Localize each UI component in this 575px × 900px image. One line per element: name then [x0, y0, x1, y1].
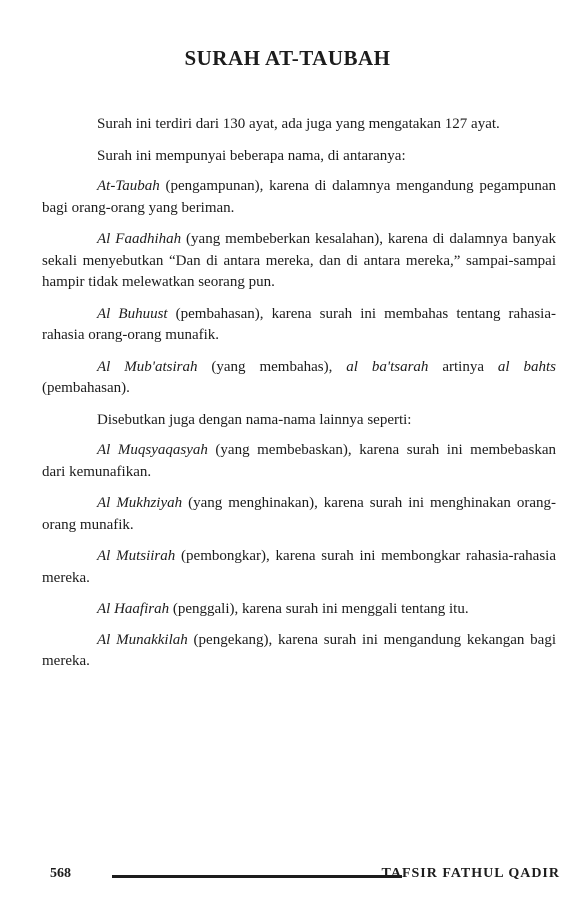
- paragraph-text: (pembahasan), karena surah ini membahas tentang rahasia-rahasia orang-orang munafik.: [42, 305, 557, 343]
- paragraph-text: (penggali), karena surah ini menggali tentang itu.: [169, 601, 469, 617]
- paragraph-text: (pengampunan), karena di dalamnya mengandung pegampunan bagi orang-orang yang beriman.: [42, 178, 556, 216]
- paragraph-text: artinya: [428, 358, 498, 375]
- name-term: Al Muqsyaqasyah: [97, 442, 208, 458]
- paragraph-text: Surah ini terdiri dari 130 ayat, ada juga yang mengatakan 127 ayat.: [97, 116, 500, 132]
- paragraph-text: (yang menghinakan), karena surah ini menghinakan orang-orang munafik.: [42, 495, 556, 533]
- paragraph-3: [42, 176, 556, 219]
- paragraph-text: (pembahasan).: [42, 380, 130, 396]
- name-term: Al Buhuust: [97, 305, 168, 322]
- name-term: al bahts: [497, 358, 556, 375]
- paragraph-5: [42, 304, 556, 347]
- name-term: Al Mutsiirah: [97, 548, 176, 564]
- paragraph-text: Disebutkan juga dengan nama-nama lainnya seperti:: [97, 411, 412, 428]
- paragraph-text: Surah ini mempunyai beberapa nama, di antaranya:: [97, 147, 406, 164]
- paragraph-text: (yang membebaskan), karena surah ini membebaskan dari kemunafikan.: [42, 442, 556, 480]
- name-term: Al Munakkilah: [97, 631, 188, 648]
- page-footer: [50, 866, 560, 886]
- paragraph-text: (yang membahas),: [197, 358, 347, 375]
- page-title: SURAH AT-TAUBAH: [184, 46, 391, 70]
- footer-rule: [112, 875, 402, 878]
- paragraph-6: [42, 357, 556, 400]
- paragraph-7: [42, 410, 556, 432]
- paragraph-1: [42, 114, 556, 136]
- paragraph-text: (pembongkar), karena surah ini membongkar rahasia-rahasia mereka.: [42, 548, 556, 586]
- paragraph-10: [42, 546, 556, 589]
- paragraph-12: [42, 630, 556, 673]
- name-term: At-Taubah: [97, 178, 160, 194]
- name-term: Al Mub'atsirah: [97, 358, 198, 375]
- paragraph-text: (pengekang), karena surah ini mengandung kekangan bagi mereka.: [42, 631, 556, 669]
- paragraph-8: [42, 440, 556, 483]
- body-text: [42, 114, 556, 683]
- name-term: Al Faadhihah: [97, 231, 182, 247]
- paragraph-4: [42, 229, 556, 294]
- paragraph-11: [42, 599, 556, 621]
- page-number: 568: [50, 866, 71, 881]
- paragraph-2: [42, 146, 556, 168]
- name-term: Al Mukhziyah: [97, 495, 183, 511]
- paragraph-text: (yang membeberkan kesalahan), karena di dalamnya banyak sekali menyebutkan “Dan di antara mereka, dan di antara mereka,” sampai-sampai hampir tidak melewatkan seorang pun.: [42, 231, 556, 290]
- name-term: al ba'tsarah: [346, 358, 429, 375]
- running-title: TAFSIR FATHUL QADIR: [381, 866, 560, 881]
- paragraph-9: [42, 493, 556, 536]
- name-term: Al Haafirah: [97, 601, 170, 617]
